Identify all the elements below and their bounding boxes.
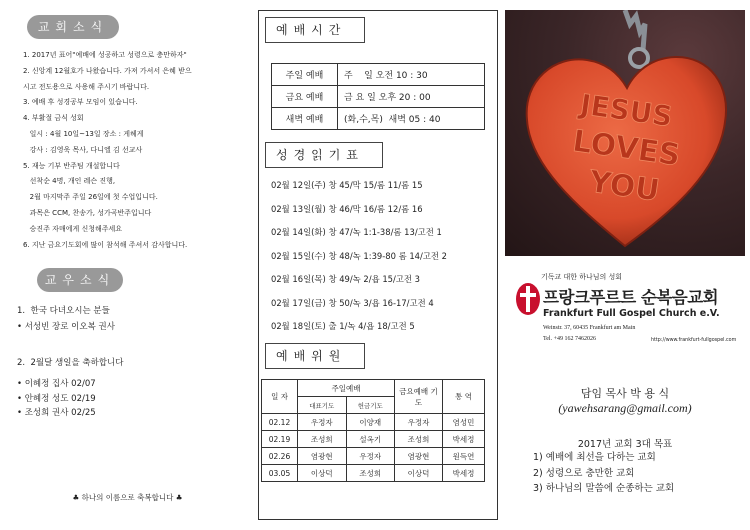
goal-item: 2) 성령으로 충만한 교회 xyxy=(533,467,635,479)
cell: 이상덕 xyxy=(395,465,443,482)
church-subtitle: 기독교 대한 하나님의 성회 xyxy=(541,273,623,281)
church-phone: Tel. +49 162 7462026 xyxy=(543,336,596,342)
goal-item: 3) 하나님의 말씀에 순종하는 교회 xyxy=(533,483,675,494)
church-website[interactable]: http://www.frankfurt-fullgospel.com xyxy=(651,338,737,343)
news-line: 2. 신앙계 12월호가 나왔습니다. 가져 가셔서 은혜 받으 xyxy=(23,66,192,75)
news-line: 1. 2017년 표어"예배에 성공하고 성령으로 충만하자" xyxy=(23,51,187,59)
worship-row xyxy=(272,64,485,86)
bible-reading-list xyxy=(271,174,447,339)
club-icon: ♣ xyxy=(175,493,183,502)
cell: 조성희 xyxy=(395,431,443,448)
blessing-footer xyxy=(5,492,250,503)
pastor-email: (yawehsarang@gmail.com) xyxy=(558,401,692,415)
church-name-ko: 프랑크푸르트 순복음교회 xyxy=(543,288,719,307)
header-prayer-rep: 대표기도 xyxy=(298,397,347,414)
news-line: 4. 부활절 금식 성회 xyxy=(23,114,84,123)
bible-reading-line: 02월 14일(화) 창 47/녹 1:1-38/롬 13/고전 1 xyxy=(271,227,442,237)
bible-reading-line: 02월 12일(주) 창 45/막 15/롬 11/롬 15 xyxy=(271,180,423,190)
table-header-row xyxy=(262,380,485,397)
news-line: 선착순 4명, 개인 레슨 진행, xyxy=(23,177,116,186)
cell: 박세정 xyxy=(443,465,485,482)
news-line: 승진주 자매에게 신청해주세요 xyxy=(23,224,123,233)
table-row xyxy=(262,414,485,431)
bible-reading-line: 02월 18일(토) 출 1/녹 4/욥 18/고전 5 xyxy=(271,321,415,331)
news-line: 과목은 CCM, 찬송가, 성가곡반주입니다 xyxy=(23,208,152,217)
fellowship-item-heading: 2. 2월달 생일을 축하합니다 xyxy=(17,358,124,368)
cell: 염광현 xyxy=(395,448,443,465)
worship-times-title: 예배시간 xyxy=(265,17,365,43)
cell: 02.26 xyxy=(262,448,298,465)
birthday-entry: • 안혜정 성도 02/19 xyxy=(17,393,96,404)
pastor-name: 담임 목사 박 용 식 xyxy=(580,387,670,400)
service-staff-title: 예배위원 xyxy=(265,343,365,369)
chain-icon xyxy=(625,10,645,50)
cell: 우정자 xyxy=(395,414,443,431)
church-logo-icon xyxy=(515,282,541,316)
goal-item: 1) 예배에 최선을 다하는 교회 xyxy=(533,452,656,463)
news-line: 6. 지난 금요기도회에 많이 참석해 주셔서 감사합니다. xyxy=(23,240,188,249)
cell: 우정자 xyxy=(298,414,347,431)
church-news-panel xyxy=(5,10,250,520)
worship-time: 주 일 오전 10 : 30 xyxy=(338,64,485,86)
cell: 염광현 xyxy=(298,448,347,465)
cell: 조성희 xyxy=(298,431,347,448)
heart-text: YOU xyxy=(586,164,662,209)
goals-title: 2017년 교회 3대 목표 xyxy=(577,439,673,450)
news-line: 5. 재능 기부 반주팀 개설합니다 xyxy=(23,161,120,170)
worship-name: 주일 예배 xyxy=(272,64,338,86)
worship-row xyxy=(272,86,485,108)
cell: 박세정 xyxy=(443,431,485,448)
bible-reading-line: 02월 15일(수) 창 48/녹 1:39-80 롬 14/고전 2 xyxy=(271,250,447,261)
header-sunday: 주일예배 xyxy=(298,380,395,397)
jesus-loves-you-photo xyxy=(505,10,745,256)
bible-reading-title: 성경읽기표 xyxy=(265,142,383,168)
birthday-entry: • 이혜정 집사 02/07 xyxy=(17,379,96,389)
table-row xyxy=(262,448,485,465)
cell: 02.19 xyxy=(262,431,298,448)
cell: 조성희 xyxy=(346,465,395,482)
heart-keychain-image xyxy=(505,10,745,256)
church-address: Weinstr. 37, 60435 Frankfurt am Main xyxy=(543,325,636,331)
church-name-en: Frankfurt Full Gospel Church e.V. xyxy=(543,308,720,319)
header-offering-prayer: 헌금기도 xyxy=(346,397,395,414)
header-date: 일 자 xyxy=(262,380,298,414)
worship-times-table xyxy=(271,63,485,130)
heart-text: LOVES xyxy=(570,123,683,174)
service-staff-table xyxy=(261,379,485,482)
cell: 설옥기 xyxy=(346,431,395,448)
club-icon: ♣ xyxy=(72,493,80,502)
cell: 03.05 xyxy=(262,465,298,482)
cell: 원득연 xyxy=(443,448,485,465)
news-line: 3. 예배 후 성경공부 모임이 있습니다. xyxy=(23,98,138,107)
cell: 이양재 xyxy=(346,414,395,431)
fellowship-news-title: 교우소식 xyxy=(37,268,123,292)
fellowship-item-heading: 1. 한국 다녀오시는 분들 xyxy=(17,306,110,316)
header-friday: 금요예배 기도 xyxy=(395,380,443,414)
worship-name: 금요 예배 xyxy=(272,86,338,108)
church-info-panel xyxy=(505,10,745,520)
worship-name: 새벽 예배 xyxy=(272,108,338,130)
table-row xyxy=(262,431,485,448)
header-interpreter: 통 역 xyxy=(443,380,485,414)
table-row xyxy=(262,465,485,482)
cell: 02.12 xyxy=(262,414,298,431)
church-news-title: 교회소식 xyxy=(27,15,119,39)
worship-time: (화,수,목) 새벽 05 : 40 xyxy=(338,108,485,130)
news-line: 시고 전도용으로 사용해 주시기 바랍니다. xyxy=(23,82,150,91)
cell: 이상덕 xyxy=(298,465,347,482)
heart-text: JESUS xyxy=(578,87,675,134)
goals-list xyxy=(533,450,674,497)
worship-row xyxy=(272,108,485,130)
cell: 염성민 xyxy=(443,414,485,431)
news-line: 2월 마지막주 주일 26일에 첫 수업입니다. xyxy=(23,193,158,202)
news-line: 일시 : 4월 10일~13일 장소 : 게헤게 xyxy=(23,129,144,138)
news-line: 강사 : 김영욱 목사, 다니엘 김 선교사 xyxy=(23,145,143,154)
worship-time: 금 요 일 오후 20 : 00 xyxy=(338,86,485,108)
cell: 우정자 xyxy=(346,448,395,465)
bible-reading-line: 02월 13일(월) 창 46/막 16/롬 12/롬 16 xyxy=(271,203,423,214)
worship-panel xyxy=(258,10,498,520)
fellowship-news-list xyxy=(17,303,123,421)
blessing-text: 하나의 이름으로 축복합니다 xyxy=(81,493,174,502)
birthday-entry: • 조성희 권사 02/25 xyxy=(17,408,96,418)
bible-reading-line: 02월 17일(금) 창 50/녹 3/욥 16-17/고전 4 xyxy=(271,297,434,308)
bible-reading-line: 02월 16일(목) 창 49/녹 2/욥 15/고전 3 xyxy=(271,274,420,284)
church-news-list xyxy=(23,48,192,253)
fellowship-entry: • 서성빈 장로 이오복 권사 xyxy=(17,322,115,332)
